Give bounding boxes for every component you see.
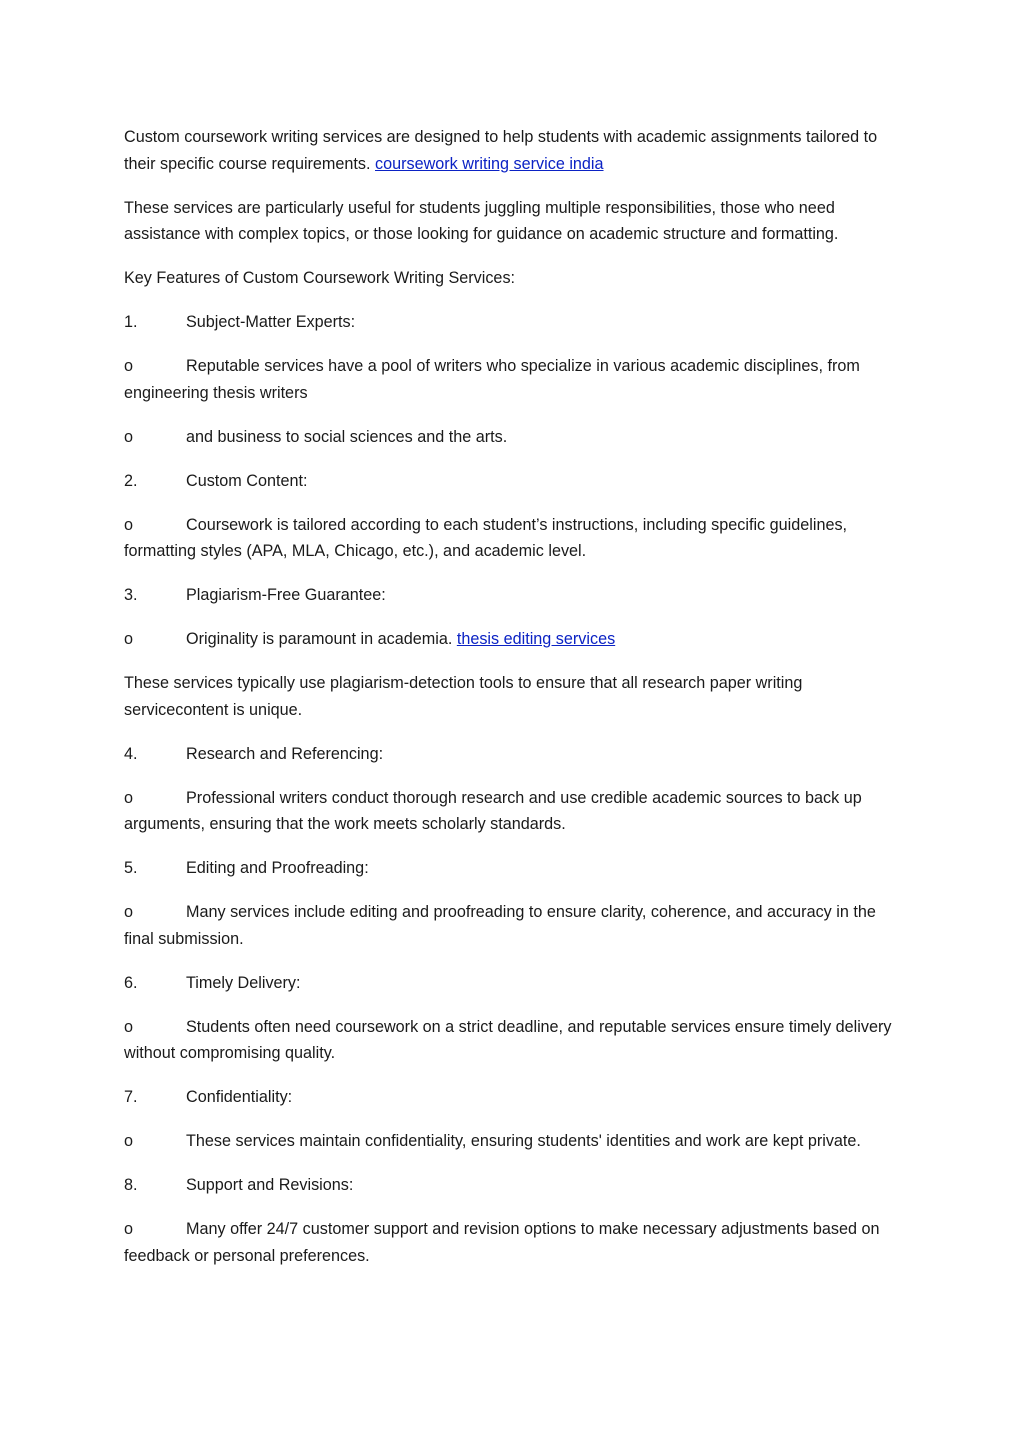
list-title: Support and Revisions:	[186, 1176, 354, 1194]
list-title: Subject-Matter Experts:	[186, 313, 356, 331]
bullet-marker: o	[124, 427, 134, 446]
list-title: Timely Delivery:	[186, 973, 301, 992]
list-item-8	[124, 1172, 904, 1199]
list-number: 6.	[124, 973, 138, 992]
bullet-text: Reputable services have a pool of writers who specialize in various academic disciplines, from engineering thesis writers	[124, 357, 860, 402]
bullet-item	[124, 512, 904, 565]
bullet-text: and business to social sciences and the arts.	[186, 427, 508, 446]
key-features-heading: Key Features of Custom Coursework Writing Services:	[124, 269, 516, 287]
bullet-item	[124, 899, 904, 952]
bullet-item	[124, 353, 904, 406]
list-title: Custom Content:	[186, 471, 308, 490]
bullet-text: Originality is paramount in academia.	[186, 630, 457, 648]
bullet-marker: o	[124, 788, 134, 807]
bullet-item	[124, 1014, 904, 1067]
document-page	[124, 124, 904, 1287]
bullet-item	[124, 785, 904, 838]
intro-text: Custom coursework writing services are designed to help students with academic assignments tailored to their specific course requirements.	[124, 128, 878, 173]
list-title: Confidentiality:	[186, 1088, 293, 1106]
bullet-text: Many offer 24/7 customer support and revision options to make necessary adjustments based on feedback or personal preferences.	[124, 1220, 880, 1265]
list-item-5	[124, 855, 904, 882]
bullet-marker: o	[124, 630, 134, 648]
list-item-7	[124, 1084, 904, 1111]
list-number: 1.	[124, 313, 138, 331]
plagiarism-paragraph: These services typically use plagiarism-detection tools to ensure that all research paper writing servicecontent is unique.	[124, 674, 803, 719]
list-number: 2.	[124, 471, 138, 490]
bullet-marker: o	[124, 903, 134, 921]
list-title: Editing and Proofreading:	[186, 859, 369, 877]
list-number: 7.	[124, 1088, 138, 1106]
coursework-service-link[interactable]: coursework writing service india	[375, 154, 604, 173]
bullet-marker: o	[124, 515, 134, 534]
thesis-editing-link[interactable]: thesis editing services	[456, 630, 616, 648]
list-title: Research and Referencing:	[186, 744, 384, 763]
list-item-6	[124, 970, 904, 997]
bullet-text: Many services include editing and proofreading to ensure clarity, coherence, and accuracy in the final submission.	[124, 903, 876, 948]
list-item-1	[124, 309, 904, 336]
bullet-text: These services maintain confidentiality, ensuring students' identities and work are kept private.	[186, 1132, 861, 1150]
bullet-marker: o	[124, 1220, 134, 1238]
list-item-2	[124, 468, 904, 495]
list-number: 8.	[124, 1176, 138, 1194]
bullet-marker: o	[124, 1132, 134, 1150]
list-number: 4.	[124, 744, 138, 763]
bullet-text: Coursework is tailored according to each student’s instructions, including specific guidelines, formatting styles (APA, MLA, Chicago, etc.), and academic level.	[124, 515, 848, 560]
bullet-text: Students often need coursework on a strict deadline, and reputable services ensure timely delivery without compromising quality.	[124, 1017, 892, 1062]
bullet-text: Professional writers conduct thorough research and use credible academic sources to back up arguments, ensuring that the work meets scholarly standards.	[124, 788, 862, 833]
list-item-4	[124, 741, 904, 768]
bullet-item	[124, 1216, 904, 1269]
list-item-3	[124, 582, 904, 609]
services-paragraph: These services are particularly useful for students juggling multiple responsibilities, those who need assistance with complex topics, or those looking for guidance on academic structure and formatting.	[124, 198, 839, 243]
list-title: Plagiarism-Free Guarantee:	[186, 586, 386, 604]
list-number: 3.	[124, 586, 138, 604]
bullet-item	[124, 1128, 904, 1155]
bullet-marker: o	[124, 1017, 134, 1036]
list-number: 5.	[124, 859, 138, 877]
intro-paragraph	[124, 124, 904, 177]
bullet-marker: o	[124, 357, 134, 375]
bullet-item	[124, 424, 904, 451]
bullet-item	[124, 626, 904, 653]
